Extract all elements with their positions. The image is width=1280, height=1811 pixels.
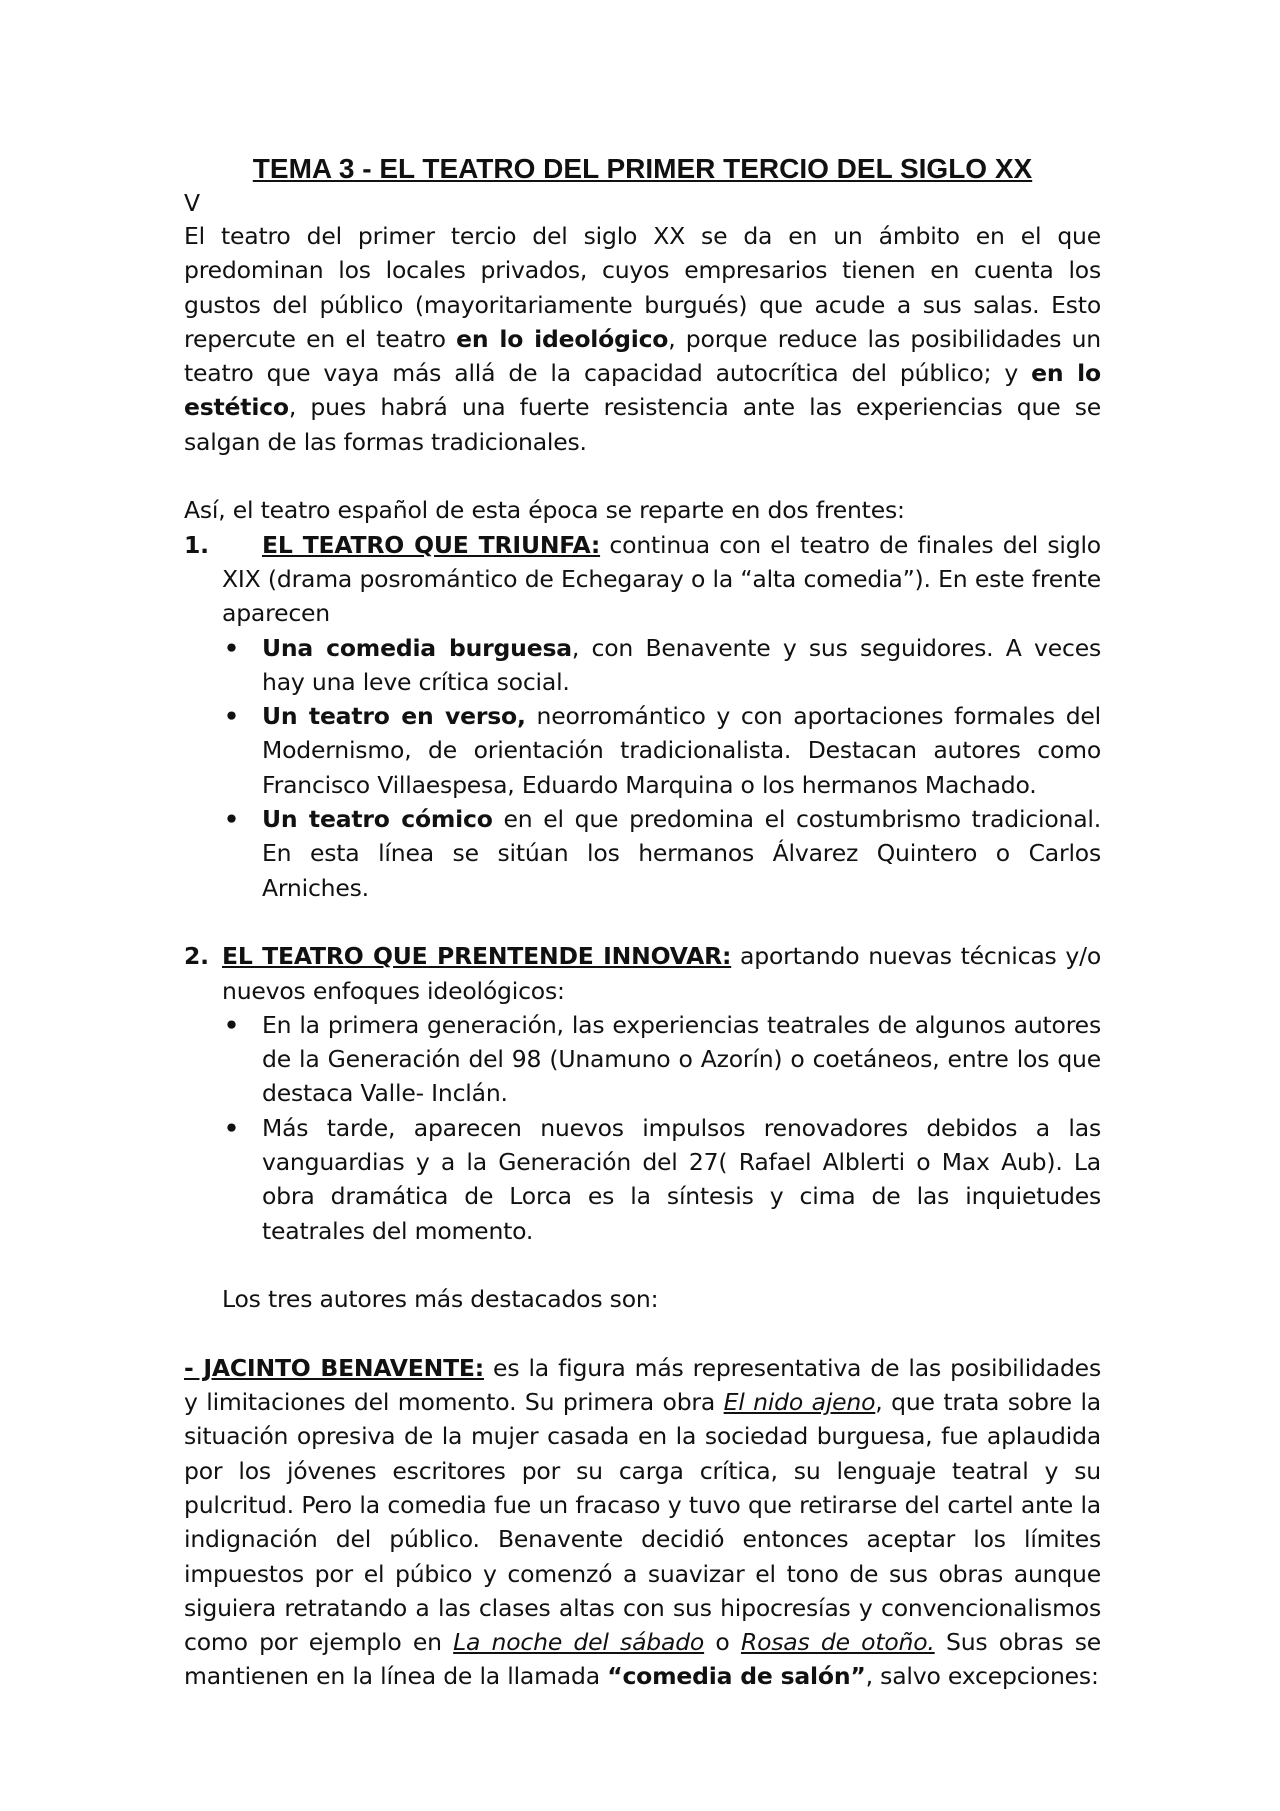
intro-bold-ideologico: en lo ideológico [456, 324, 669, 353]
bullet-icon: • [224, 633, 239, 662]
bullet-text: en el que predomina el costumbrismo tradicional. En esta línea se sitúan los hermanos Álvarez Quintero o Carlos Arniches. [262, 805, 1101, 902]
intro-bold-estetico: en lo estético [184, 359, 1101, 422]
front-1-bullet-2 [184, 699, 1101, 802]
benavente-bold-comedia-de-salon: “comedia de salón” [607, 1662, 866, 1691]
benavente-text-3: o [704, 1628, 741, 1657]
document-body [184, 151, 1101, 1694]
work-title-rosas-de-otono: Rosas de otoño. [740, 1628, 935, 1657]
benavente-paragraph [184, 1351, 1101, 1694]
bullet-text: En la primera generación, las experiencias teatrales de algunos autores de la Generación del 98 (Unamuno o Azorín) o coetáneos, entre los que destaca Valle- Inclán. [262, 1010, 1101, 1108]
bullet-icon: • [224, 1010, 239, 1039]
bullet-icon: • [224, 805, 239, 834]
front-1-heading: EL TEATRO QUE TRIUNFA: [262, 530, 601, 559]
front-2-number: 2. [184, 942, 209, 971]
benavente-text-1: es la figura más representativa de las posibilidades y limitaciones del momento. Su primera obra [184, 1353, 1101, 1417]
front-2-text: aportando nuevas técnicas y/o nuevos enfoques ideológicos: [222, 942, 1101, 1005]
bullet-bold: Un teatro en verso, [262, 702, 526, 731]
benavente-text-4: Sus obras se mantienen en la línea de la llamada [184, 1628, 1101, 1691]
bullet-text: Más tarde, aparecen nuevos impulsos renovadores debidos a las vanguardias y a la Generación del 27( Rafael Alblerti o Max Aub). La obra dramática de Lorca es la síntesis y cima de las inquietudes teatrales del momento. [262, 1113, 1101, 1245]
benavente-text-2: , que trata sobre la situación opresiva de la mujer casada en la sociedad burguesa, fue aplaudida por los jóvenes escritores por su carga crítica, su lenguaje teatral y su pulcritud. Pero la comedia fue un fracaso y tuvo que retirarse del cartel ante la indignación del público. Benavente decidió entonces aceptar los límites impuestos por el púbico y comenzó a suavizar el tono de sus obras aunque siguiera retratando a las clases altas con sus hipocresías y convencionalismos como por ejemplo en [184, 1388, 1101, 1657]
bullet-text: neorromántico y con aportaciones formales del Modernismo, de orientación tradicionalista. Destacan autores como Francisco Villaespesa, Eduardo Marquina o los hermanos Machado. [262, 702, 1101, 799]
bullet-icon: • [224, 1113, 239, 1142]
front-2 [184, 939, 1101, 1008]
stray-letter: V [184, 189, 200, 217]
work-title-la-noche-del-sabado: La noche del sábado [453, 1628, 705, 1657]
front-1 [184, 528, 1101, 631]
fronts-intro: Así, el teatro español de esta época se reparte en dos frentes: [184, 496, 905, 525]
front-2-bullet-1 [184, 1008, 1101, 1111]
bullet-icon: • [224, 702, 239, 731]
intro-text-2: , porque reduce las posibilidades un teatro que vaya más allá de la capacidad autocrítica del público; y [184, 324, 1101, 388]
bullet-bold: Un teatro cómico [262, 805, 493, 834]
bullet-text: , con Benavente y sus seguidores. A veces hay una leve crítica social. [262, 633, 1102, 696]
authors-intro: Los tres autores más destacados son: [222, 1285, 659, 1314]
document-title: TEMA 3 - EL TEATRO DEL PRIMER TERCIO DEL SIGLO XX [252, 153, 1033, 184]
front-2-bullet-2 [184, 1111, 1101, 1248]
front-1-text: continua con el teatro de finales del siglo XIX (drama posromántico de Echegaray o la “alta comedia”). En este frente aparecen [222, 530, 1101, 628]
bullet-bold: Una comedia burguesa [262, 633, 572, 662]
work-title-el-nido-ajeno: El nido ajeno [723, 1388, 876, 1417]
front-1-bullet-3 [184, 802, 1101, 905]
front-2-heading: EL TEATRO QUE PRENTENDE INNOVAR: [222, 942, 732, 971]
intro-paragraph [184, 219, 1101, 459]
intro-text-3: , pues habrá una fuerte resistencia ante las experiencias que se salgan de las formas tradicionales. [184, 393, 1101, 456]
benavente-heading: - JACINTO BENAVENTE: [184, 1353, 484, 1382]
intro-text-1: El teatro del primer tercio del siglo XX se da en un ámbito en el que predominan los locales privados, cuyos empresarios tienen en cuenta los gustos del público (mayoritariamente burgués) que acude a sus salas. Esto repercute en el teatro [184, 222, 1101, 353]
benavente-text-5: , salvo excepciones: [865, 1662, 1099, 1691]
front-1-bullet-1 [184, 631, 1101, 700]
front-1-number: 1. [184, 530, 209, 559]
